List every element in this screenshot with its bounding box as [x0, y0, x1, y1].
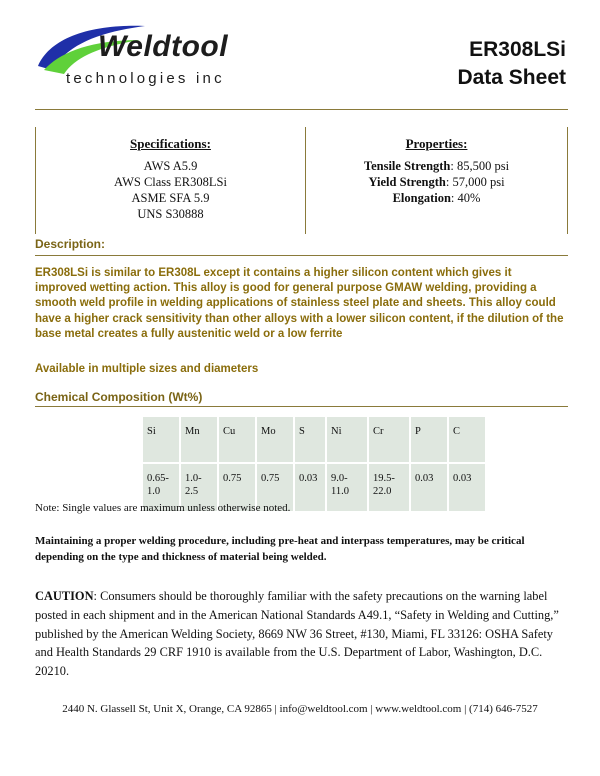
- property-label: Tensile Strength: [363, 159, 451, 173]
- values-note: Note: Single values are maximum unless otherwise noted.: [35, 502, 291, 514]
- property-elongation: [306, 190, 567, 206]
- specifications-panel: [36, 136, 305, 222]
- property-yield: [306, 174, 567, 190]
- spec-line: ASME SFA 5.9: [131, 191, 210, 205]
- description-heading: Description:: [35, 237, 106, 251]
- element-header: C: [449, 417, 485, 462]
- description-body: ER308LSi is similar to ER308L except it contains a higher silicon content which gives it improved wetting action. This alloy is good for general purpose GMAW welding, providing a smooth weld profile in welding applications of stainless steel plate and sheets. This alloy could have a higher crack sensitivity than other alloys with a lower silicon content, if the dilution of the base metal creates a fully austenitic weld or a low ferrite: [35, 267, 564, 340]
- properties-heading: Properties:: [405, 136, 468, 151]
- chemical-heading: Chemical Composition (Wt%): [35, 390, 203, 404]
- specifications-heading: Specifications:: [130, 136, 211, 151]
- element-header: P: [411, 417, 447, 462]
- logo-wordmark: Weldtool: [98, 30, 229, 63]
- properties-panel: [306, 136, 567, 206]
- footer-contact: 2440 N. Glassell St, Unit X, Orange, CA 92865 | info@weldtool.com | www.weldtool.com | (714) 646-7527: [62, 703, 538, 715]
- element-value: 0.75: [257, 464, 293, 511]
- element-value: 0.03: [449, 464, 485, 511]
- element-header: S: [295, 417, 325, 462]
- element-value: 0.65-1.0: [143, 464, 179, 511]
- caution-text: : Consumers should be thoroughly familiar with the safety precautions on the warning label posted in each shipment and in the American National Standards A49.1, “Safety in Welding and Cutting,” published by the American Welding Society, 8669 NW 36 Street, #130, Miami, FL 33126: OSHA Safety and Health Standards 29 CRF 1910 is available from the U.S. Department of Labor, Washington, D.C. 20210.: [35, 589, 559, 679]
- property-tensile: [306, 158, 567, 174]
- document-title: Data Sheet: [457, 66, 566, 89]
- chemical-table-wrap: [141, 415, 487, 513]
- property-value: : 85,500 psi: [450, 159, 510, 173]
- property-value: : 40%: [450, 191, 481, 205]
- element-header: Cr: [369, 417, 409, 462]
- element-header: Mo: [257, 417, 293, 462]
- element-value: 0.03: [411, 464, 447, 511]
- element-value: 19.5-22.0: [369, 464, 409, 511]
- element-header: Mn: [181, 417, 217, 462]
- description-divider: [35, 255, 568, 256]
- caution-label: CAUTION: [35, 589, 94, 603]
- chemical-header-row: [143, 417, 485, 462]
- element-value: 0.03: [295, 464, 325, 511]
- element-value: 0.75: [219, 464, 255, 511]
- box-right-border: [567, 127, 568, 234]
- product-code: ER308LSi: [469, 38, 566, 61]
- element-value: 1.0-2.5: [181, 464, 217, 511]
- spec-line: UNS S30888: [137, 207, 204, 221]
- property-label: Yield Strength: [368, 175, 446, 189]
- chemical-table: [141, 415, 487, 513]
- chemical-divider: [35, 406, 568, 407]
- spec-line: AWS Class ER308LSi: [114, 175, 227, 189]
- logo-tagline: technologies inc: [66, 70, 225, 87]
- header-divider: [35, 109, 568, 110]
- element-header: Ni: [327, 417, 367, 462]
- element-value: 9.0-11.0: [327, 464, 367, 511]
- availability-text: Available in multiple sizes and diameters: [35, 363, 259, 375]
- property-value: : 57,000 psi: [445, 175, 505, 189]
- caution-paragraph: [35, 587, 570, 681]
- element-header: Si: [143, 417, 179, 462]
- spec-line: AWS A5.9: [143, 159, 198, 173]
- procedure-note: Maintaining a proper welding procedure, including pre-heat and interpass temperatures, may be critical depending on the type and thickness of material being welded.: [35, 535, 525, 563]
- property-label: Elongation: [392, 191, 451, 205]
- element-header: Cu: [219, 417, 255, 462]
